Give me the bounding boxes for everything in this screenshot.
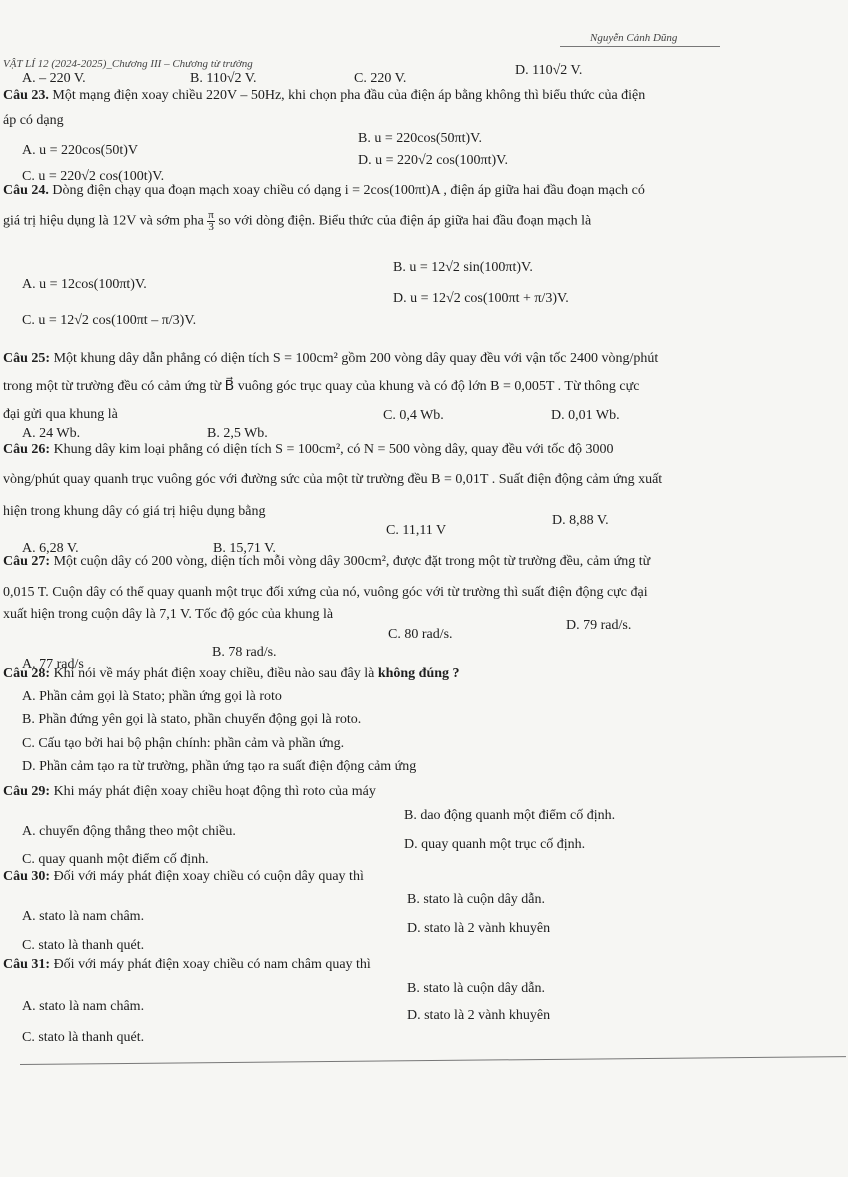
question-30-stem: Câu 30: Đối với máy phát điện xoay chiều có cuộn dây quay thì [3, 869, 364, 884]
question-26-option-d: D. 8,88 V. [552, 513, 609, 528]
question-25-line-3: đại gửi qua khung là [3, 407, 118, 422]
question-25-option-b: B. 2,5 Wb. [207, 426, 268, 441]
question-29-option-b: B. dao động quanh một điểm cố định. [404, 808, 616, 823]
question-30-option-a: A. stato là nam châm. [22, 909, 145, 924]
question-27-option-c: C. 80 rad/s. [388, 627, 453, 642]
course-header: VẬT LÍ 12 (2024-2025)_Chương III – Chương từ trường [3, 58, 253, 70]
question-27-option-d: D. 79 rad/s. [566, 618, 632, 633]
question-29-option-c: C. quay quanh một điểm cố định. [22, 852, 209, 867]
page-bottom-rule [20, 1056, 846, 1065]
question-23-option-c: C. u = 220√2 cos(100t)V. [22, 169, 165, 184]
question-31-stem: Câu 31: Đối với máy phát điện xoay chiều có nam châm quay thì [3, 957, 371, 972]
question-25-line-2: trong một từ trường đều có cảm ứng từ B⃗ vuông góc trục quay của khung và có độ lớn B = 0,005T . Từ thông cực [3, 379, 640, 394]
question-26-option-a: A. 6,28 V. [22, 541, 79, 556]
question-27-option-a: A. 77 rad/s [22, 657, 84, 672]
question-24-option-d: D. u = 12√2 cos(100πt + π/3)V. [393, 291, 569, 306]
question-31-option-c: C. stato là thanh quét. [22, 1030, 145, 1045]
prev-option-a: A. – 220 V. [22, 71, 86, 86]
question-23-line-1: Câu 23. Một mạng điện xoay chiều 220V – 50Hz, khi chọn pha đầu của điện áp bằng không thì biểu thức của điện [3, 88, 646, 103]
question-26-line-1: Câu 26: Khung dây kim loại phẳng có diện tích S = 100cm², có N = 500 vòng dây, quay đều với tốc độ 3000 [3, 442, 614, 457]
question-24-option-a: A. u = 12cos(100πt)V. [22, 277, 147, 292]
question-23-option-d: D. u = 220√2 cos(100πt)V. [358, 153, 508, 168]
question-26-option-c: C. 11,11 V [386, 523, 447, 538]
question-27-option-b: B. 78 rad/s. [212, 645, 277, 660]
question-28-stem: Câu 28: Khi nói về máy phát điện xoay chiều, điều nào sau đây là không đúng ? [3, 666, 460, 681]
question-27-line-3: xuất hiện trong cuộn dây là 7,1 V. Tốc độ góc của khung là [3, 607, 334, 622]
question-28-option-d: D. Phần cảm tạo ra từ trường, phần ứng tạo ra suất điện động cảm ứng [22, 759, 417, 774]
question-31-option-d: D. stato là 2 vành khuyên [407, 1008, 551, 1023]
question-25-option-d: D. 0,01 Wb. [551, 408, 620, 423]
question-25-line-1: Câu 25: Một khung dây dẫn phẳng có diện tích S = 100cm² gồm 200 vòng dây quay đều với vận tốc 2400 vòng/phút [3, 351, 659, 366]
prev-option-d: D. 110√2 V. [515, 63, 583, 78]
author-name: Nguyễn Cảnh Dũng [590, 32, 678, 44]
pi-over-3-fraction: $\frac{\pi}{3}$ [208, 209, 214, 233]
question-24-option-c: C. u = 12√2 cos(100πt – π/3)V. [22, 313, 197, 328]
question-26-option-b: B. 15,71 V. [213, 541, 276, 556]
question-24-line-1: Câu 24. Dòng điện chạy qua đoạn mạch xoay chiều có dạng i = 2cos(100πt)A , điện áp giữa hai đầu đoạn mạch có [3, 183, 645, 198]
question-29-option-d: D. quay quanh một trục cố định. [404, 837, 586, 852]
header-rule [560, 46, 720, 47]
question-27-line-1: Câu 27: Một cuộn dây có 200 vòng, diện tích mỗi vòng dây 300cm², được đặt trong một từ trường đều, cảm ứng từ [3, 554, 651, 569]
question-27-line-2: 0,015 T. Cuộn dây có thể quay quanh một trục đối xứng của nó, vuông góc với từ trường thì suất điện động cực đại [3, 585, 648, 600]
question-23-option-a: A. u = 220cos(50t)V [22, 143, 138, 158]
question-30-option-d: D. stato là 2 vành khuyên [407, 921, 551, 936]
question-29-option-a: A. chuyển động thẳng theo một chiều. [22, 824, 236, 839]
question-31-option-a: A. stato là nam châm. [22, 999, 145, 1014]
question-23-line-2: áp có dạng [3, 113, 64, 128]
question-28-option-b: B. Phần đứng yên gọi là stato, phần chuyển động gọi là roto. [22, 712, 362, 727]
question-26-line-3: hiện trong khung dây có giá trị hiệu dụng bằng [3, 504, 266, 519]
question-23-option-b: B. u = 220cos(50πt)V. [358, 131, 482, 146]
question-30-option-b: B. stato là cuộn dây dẫn. [407, 892, 546, 907]
question-24-line-2: giá trị hiệu dụng là 12V và sớm pha $\frac{\pi}{3}$ so với dòng điện. Biểu thức của điện áp giữa hai đầu đoạn mạch là [3, 209, 592, 233]
question-26-line-2: vòng/phút quay quanh trục vuông góc với đường sức của một từ trường đều B = 0,01T . Suất điện động cảm ứng xuất [3, 472, 663, 487]
question-29-stem: Câu 29: Khi máy phát điện xoay chiều hoạt động thì roto của máy [3, 784, 376, 799]
question-30-option-c: C. stato là thanh quét. [22, 938, 145, 953]
question-25-option-c: C. 0,4 Wb. [383, 408, 444, 423]
prev-option-c: C. 220 V. [354, 71, 407, 86]
question-24-option-b: B. u = 12√2 sin(100πt)V. [393, 260, 533, 275]
question-25-option-a: A. 24 Wb. [22, 426, 81, 441]
prev-option-b: B. 110√2 V. [190, 71, 257, 86]
question-28-option-a: A. Phần cảm gọi là Stato; phần ứng gọi là roto [22, 689, 282, 704]
question-31-option-b: B. stato là cuộn dây dẫn. [407, 981, 546, 996]
question-28-option-c: C. Cấu tạo bởi hai bộ phận chính: phần cảm và phần ứng. [22, 736, 345, 751]
